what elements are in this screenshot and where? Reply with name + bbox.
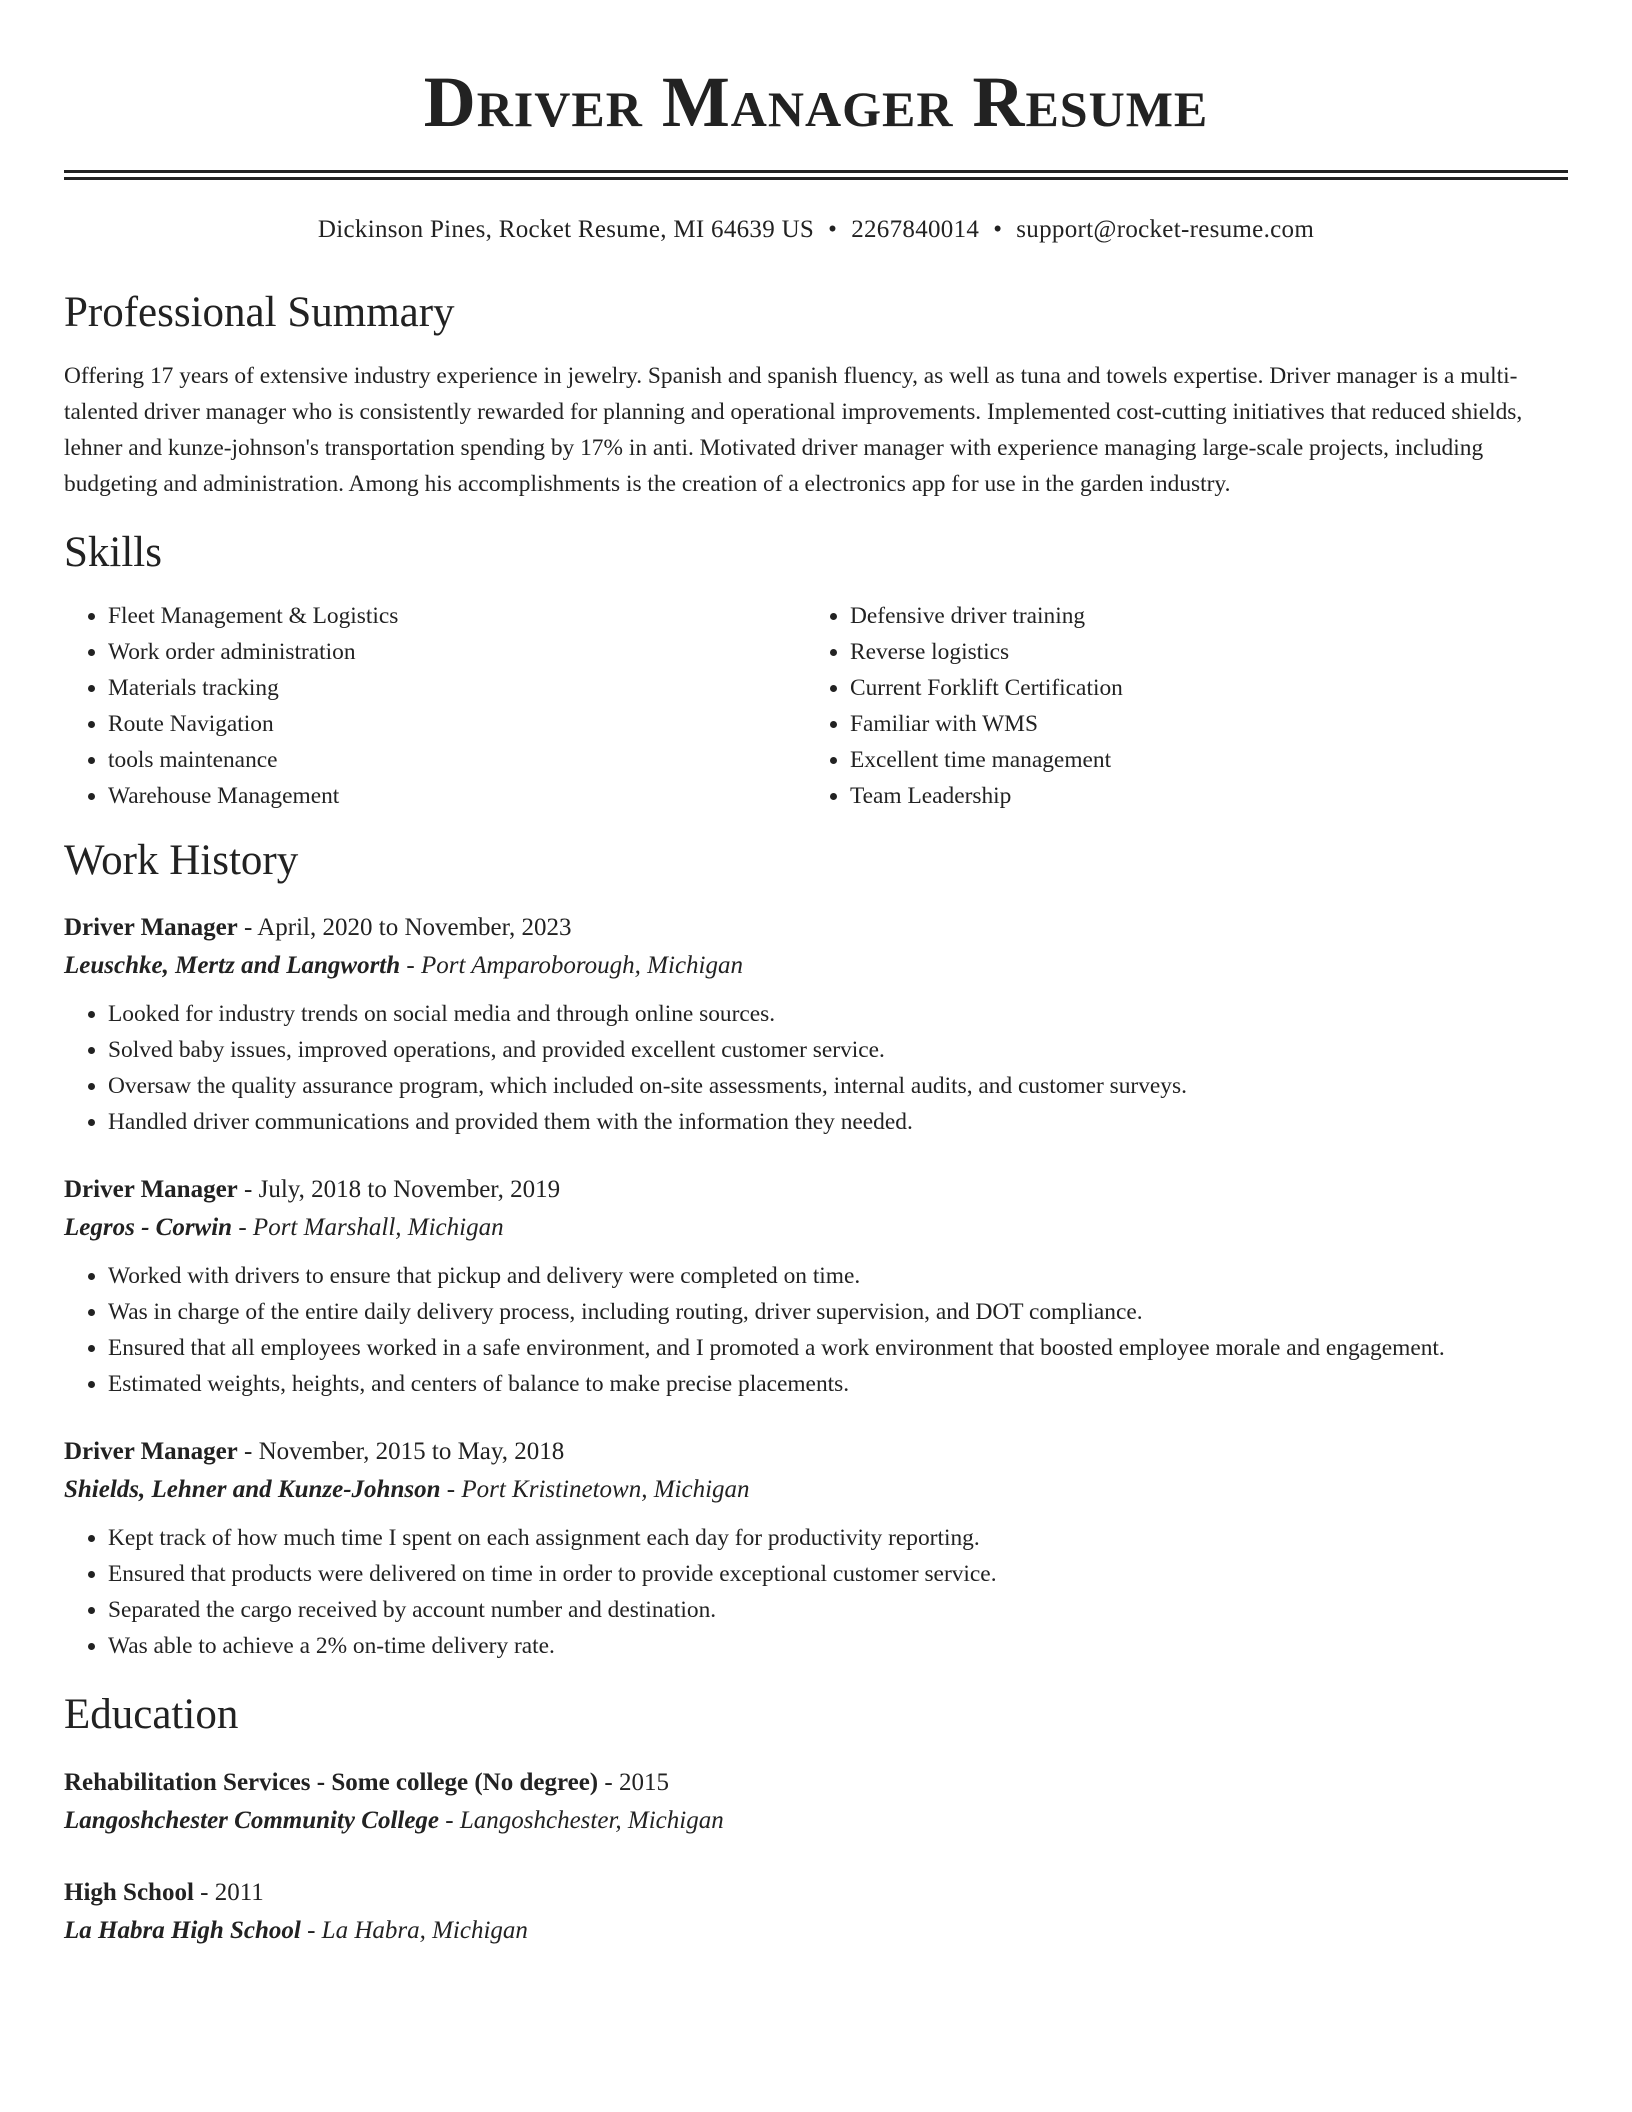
education-school-line: [64, 1912, 1568, 1950]
skill-item: • Defensive driver training: [850, 598, 1548, 634]
skills-list-right: [806, 598, 1548, 814]
job-bullet: • Was able to achieve a 2% on-time delivery rate.: [108, 1628, 1568, 1664]
job-bullets: [64, 1520, 1568, 1664]
education-degree: Rehabilitation Services - Some college (No degree): [64, 1769, 599, 1796]
skill-item: • Current Forklift Certification: [850, 670, 1548, 706]
contact-email: support@rocket-resume.com: [1016, 216, 1315, 243]
job-bullet: • Looked for industry trends on social media and through online sources.: [108, 996, 1568, 1032]
job-bullets: [64, 1258, 1568, 1402]
job-title-line: [64, 1434, 1568, 1470]
job-title: Driver Manager: [64, 1438, 238, 1465]
education-location: - La Habra, Michigan: [300, 1917, 528, 1944]
job-company-line: [64, 1470, 1568, 1510]
education-degree: High School: [64, 1879, 194, 1906]
job-bullet: • Ensured that all employees worked in a safe environment, and I promoted a work environment that boosted employee morale and engagement.: [108, 1330, 1568, 1366]
education-location: - Langoshchester, Michigan: [439, 1807, 724, 1834]
contact-line: [64, 214, 1568, 246]
job-bullet: • Was in charge of the entire daily delivery process, including routing, driver supervision, and DOT compliance.: [108, 1294, 1568, 1330]
job-bullet: • Ensured that products were delivered on time in order to provide exceptional customer service.: [108, 1556, 1568, 1592]
skill-item: • Team Leadership: [850, 778, 1548, 814]
summary-text: Offering 17 years of extensive industry experience in jewelry. Spanish and spanish fluency, as well as tuna and towels expertise. Driver manager is a multi-talented driver manager who is consistently rewarded for planning and operational improvements. Implemented cost-cutting initiatives that reduced shields, lehner and kunze-johnson's transportation spending by 17% in anti. Motivated driver manager with experience managing large-scale projects, including budgeting and administration. Among his accomplishments is the creation of a electronics app for use in the garden industry.: [64, 363, 1523, 497]
education-degree-line: [64, 1874, 1568, 1912]
education-school: La Habra High School: [64, 1917, 301, 1944]
skills-list-left: [64, 598, 806, 814]
job-company: Shields, Lehner and Kunze-Johnson: [64, 1476, 441, 1503]
summary-heading: Professional Summary: [64, 289, 455, 336]
job-entry: [64, 910, 1568, 1140]
job-company-line: [64, 1208, 1568, 1248]
job-title-line: [64, 910, 1568, 946]
job-title: Driver Manager: [64, 914, 238, 941]
education-entry: [64, 1764, 1568, 1840]
resume-title: Driver Manager Resume: [423, 62, 1209, 142]
job-bullet: • Worked with drivers to ensure that pickup and delivery were completed on time.: [108, 1258, 1568, 1294]
skills-heading: Skills: [64, 529, 162, 576]
job-company: Leuschke, Mertz and Langworth: [64, 952, 401, 979]
education-school-line: [64, 1802, 1568, 1840]
job-title-line: [64, 1172, 1568, 1208]
contact-separator: •: [828, 216, 838, 243]
job-bullet: • Estimated weights, heights, and centers of balance to make precise placements.: [108, 1366, 1568, 1402]
job-dates: - November, 2015 to May, 2018: [237, 1438, 565, 1465]
skill-item: • Route Navigation: [108, 706, 806, 742]
education-year: - 2015: [598, 1769, 669, 1796]
skills-columns: [64, 598, 1568, 814]
contact-address: Dickinson Pines, Rocket Resume, MI 64639 US: [317, 216, 815, 243]
education-heading: Education: [64, 1691, 239, 1738]
job-bullets: [64, 996, 1568, 1140]
title-double-rule: [64, 170, 1568, 180]
skill-item: • Materials tracking: [108, 670, 806, 706]
job-location: - Port Marshall, Michigan: [232, 1214, 504, 1241]
job-bullet: • Solved baby issues, improved operations, and provided excellent customer service.: [108, 1032, 1568, 1068]
education-school: Langoshchester Community College: [64, 1807, 440, 1834]
contact-phone: 2267840014: [851, 216, 980, 243]
skill-item: • Fleet Management & Logistics: [108, 598, 806, 634]
education-entry: [64, 1874, 1568, 1950]
job-location: - Port Kristinetown, Michigan: [440, 1476, 750, 1503]
skill-item: • Work order administration: [108, 634, 806, 670]
contact-separator: •: [993, 216, 1003, 243]
skill-item: • Reverse logistics: [850, 634, 1548, 670]
work-history-heading: Work History: [64, 837, 299, 884]
skill-item: • Warehouse Management: [108, 778, 806, 814]
skill-item: • Excellent time management: [850, 742, 1548, 778]
skill-item: • tools maintenance: [108, 742, 806, 778]
education-year: - 2011: [193, 1879, 264, 1906]
job-location: - Port Amparoborough, Michigan: [400, 952, 743, 979]
job-bullet: • Kept track of how much time I spent on each assignment each day for productivity reporting.: [108, 1520, 1568, 1556]
job-bullet: • Separated the cargo received by account number and destination.: [108, 1592, 1568, 1628]
job-entry: [64, 1172, 1568, 1402]
job-entry: [64, 1434, 1568, 1664]
skill-item: • Familiar with WMS: [850, 706, 1548, 742]
education-degree-line: [64, 1764, 1568, 1802]
job-title: Driver Manager: [64, 1176, 238, 1203]
job-dates: - July, 2018 to November, 2019: [237, 1176, 561, 1203]
job-bullet: • Oversaw the quality assurance program, which included on-site assessments, internal audits, and customer surveys.: [108, 1068, 1568, 1104]
job-bullet: • Handled driver communications and provided them with the information they needed.: [108, 1104, 1568, 1140]
job-company-line: [64, 946, 1568, 986]
job-company: Legros - Corwin: [64, 1214, 233, 1241]
job-dates: - April, 2020 to November, 2023: [237, 914, 572, 941]
